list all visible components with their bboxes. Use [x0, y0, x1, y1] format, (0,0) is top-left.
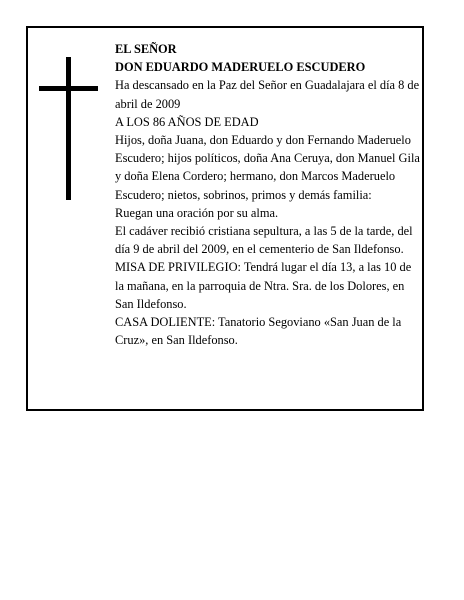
title-line: EL SEÑOR	[115, 42, 177, 56]
age-line: A LOS 86 AÑOS DE EDAD	[115, 114, 259, 129]
death-announcement: Ha descansado en la Paz del Señor en Guadalajara el día 8 de abril de 2009	[115, 78, 420, 111]
cross-horizontal-bar	[39, 86, 98, 91]
deceased-name: DON EDUARDO MADERUELO ESCUDERO	[115, 60, 366, 75]
family-list: Hijos, doña Juana, don Eduardo y don Fernando Maderuelo Escudero; hijos políticos, doña Ana Ceruya, don Manuel Gila y doña Elena Cordero; hermano, don Marcos Maderuelo Escudero; nietos, sobrinos, primos y demás familia:	[115, 133, 420, 202]
prayer-request: Ruegan una oración por su alma.	[115, 205, 279, 220]
burial-info: El cadáver recibió cristiana sepultura, a las 5 de la tarde, del día 9 de abril del 2009, en el cementerio de San Ildefonso.	[115, 224, 413, 257]
mass-info: MISA DE PRIVILEGIO: Tendrá lugar el día 13, a las 10 de la mañana, en la parroquia de Ntra. Sra. de los Dolores, en San Ildefonso.	[115, 260, 412, 311]
cross-vertical-bar	[66, 57, 71, 200]
obituary-text	[115, 40, 420, 349]
funeral-home-info: CASA DOLIENTE: Tanatorio Segoviano «San Juan de la Cruz», en San Ildefonso.	[115, 315, 402, 348]
obituary-notice	[26, 26, 424, 411]
